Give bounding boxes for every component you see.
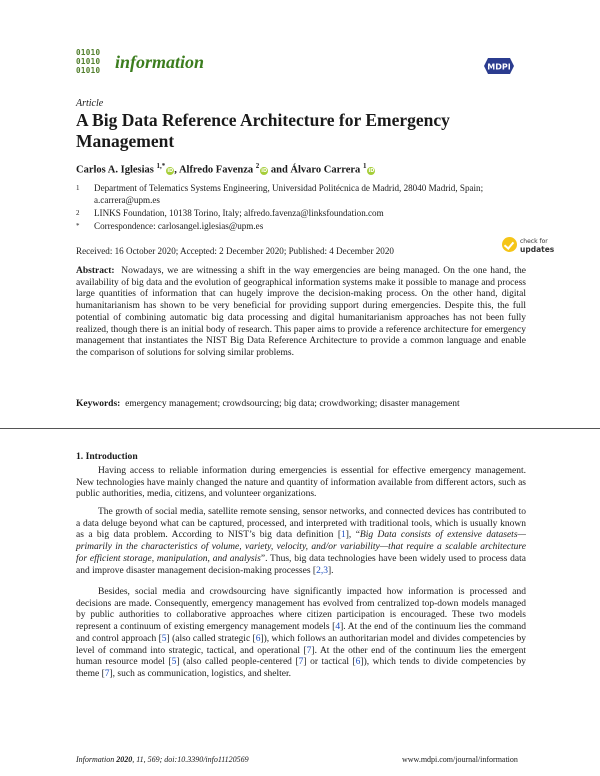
- author-and: and: [270, 164, 288, 176]
- author-list: Carlos A. Iglesias $^{1,*}$iD, Alfredo Favenza $^2$iD and Álvaro Carrera $^1$iD: [76, 162, 375, 176]
- mdpi-logo-text: MDPI: [487, 62, 511, 72]
- author-sup: 1: [362, 162, 367, 170]
- citation-link[interactable]: 4: [335, 622, 341, 633]
- logo-bits-line: 01010: [76, 66, 101, 75]
- text-run: ] or tactical [: [303, 657, 356, 668]
- correspondence: [76, 220, 526, 232]
- text-run: ] (also called people-centered [: [176, 657, 299, 668]
- logo-bits-line: 01010: [76, 48, 101, 57]
- journal-logo-icon: [76, 48, 110, 75]
- text-run: ]. At the other end of the continuum lies the emergent human resource model [: [76, 645, 526, 668]
- text-run: ]), which tends to divide competencies by theme [: [76, 657, 526, 679]
- abstract: [76, 266, 526, 360]
- checkmark-icon: [502, 237, 517, 252]
- footer-journal: Information: [76, 755, 115, 764]
- author-sup: 1,*: [156, 162, 166, 170]
- text-run: ]. At the end of the continuum lies the command and control approach [: [76, 622, 526, 644]
- abstract-text: Nowadays, we are witnessing a shift in the way emergencies are being managed. On the one hand, the availability of big data and the evolution of geographical information systems make it possible to manage and process large quantities of information that can hugely improve the decision-making process. On the other hand, digital humanitarianism has shown to be very beneficial for providing support during emergencies. Despite this, the full potential of combining automatic big data processing and digital humanitarianism approaches has not been fully realized, though there is an initial body of research. This paper aims to provide a reference architecture for emergency management that instantiates the NIST Big Data Reference Architecture to provide a common language and enable the comparison of solutions for solving similar problems.: [76, 266, 526, 358]
- citation-link[interactable]: 6: [255, 633, 261, 644]
- author-name: Álvaro Carrera: [290, 164, 361, 176]
- check-for-label: check for: [520, 238, 548, 245]
- divider: [0, 428, 600, 429]
- text-run: ], “: [345, 530, 360, 541]
- text-run: ”. Thus, big data technologies have been widely used to process data and improve disaster management decision-making processes [: [76, 553, 526, 576]
- paragraph: [76, 587, 526, 681]
- affiliation: [76, 182, 526, 206]
- keywords: [76, 399, 526, 409]
- journal-name: information: [115, 52, 205, 72]
- citation-link[interactable]: 5: [161, 633, 167, 644]
- orcid-icon[interactable]: iD: [368, 167, 375, 174]
- citation-link[interactable]: 7: [306, 645, 312, 656]
- paragraph: Having access to reliable information during emergencies is essential for effective emergency management. New technologies have mainly changed the nature and quantity of information available from different actors, such as public authorities, media, citizens, and volunteer organizations.: [76, 466, 526, 500]
- keywords-text: emergency management; crowdsourcing; big data; crowdworking; disaster management: [125, 399, 460, 409]
- abstract-label: Abstract:: [76, 266, 115, 276]
- affiliation-marker: 1: [76, 184, 80, 192]
- text-run: The growth of social media, satellite remote sensing, sensor networks, and connected devices has contributed to a data deluge beyond what can be captured, processed, and interpreted with traditional tools, which is usually known as a big data problem. According to NIST’s big data definition [: [76, 507, 526, 541]
- citation-link[interactable]: 7: [104, 668, 110, 679]
- author-name: Carlos A. Iglesias: [76, 164, 154, 176]
- affiliation-text: LINKS Foundation, 10138 Torino, Italy; alfredo.favenza@linksfoundation.com: [94, 208, 384, 218]
- footer-url[interactable]: www.mdpi.com/journal/information: [402, 755, 518, 764]
- author-name: Alfredo Favenza: [178, 164, 254, 176]
- text-run: Besides, social media and crowdsourcing have significantly impacted how information is processed and decisions are made. Consequently, emergency management has evolved from centralized top-down models managed by public authorities to collaborative approaches where citizen participation is encouraged. These two models represent a continuum of existing emergency management models [: [76, 587, 526, 633]
- keywords-label: Keywords:: [76, 399, 121, 409]
- citation-link[interactable]: 6: [355, 657, 361, 668]
- paragraph: [76, 507, 526, 577]
- quote-text: Big Data consists of extensive datasets—primarily in the characteristics of volume, variety, velocity, and/or variability—that require a scalable architecture for efficient storage, manipulation, and analysis: [76, 530, 526, 564]
- footer-doi: , 11, 569; doi:10.3390/info11120569: [132, 755, 249, 764]
- footer-year: 2020: [116, 755, 133, 764]
- citation-link[interactable]: 7: [298, 657, 304, 668]
- affiliation-text: Correspondence: carlosangel.iglesias@upm.es: [94, 221, 264, 231]
- section-heading: 1. Introduction: [76, 451, 138, 462]
- check-for-updates-button[interactable]: [502, 235, 555, 265]
- text-run: ] (also called strategic [: [166, 633, 256, 644]
- citation-link[interactable]: 1: [341, 530, 346, 541]
- publication-dates: Received: 16 October 2020; Accepted: 2 December 2020; Published: 4 December 2020: [76, 246, 394, 256]
- mdpi-logo-icon: [482, 56, 516, 76]
- article-type: Article: [76, 98, 104, 109]
- affiliation-text: Department of Telematics Systems Engineering, Universidad Politécnica de Madrid, 28040 Madrid, Spain; a.carrera@upm.es: [94, 183, 484, 206]
- page-title: A Big Data Reference Architecture for Emergency Management: [76, 110, 450, 151]
- text-run: ].: [327, 565, 334, 576]
- affiliation: [76, 207, 526, 219]
- citation-link[interactable]: 5: [171, 657, 177, 668]
- citation-link[interactable]: 2,3: [316, 565, 328, 576]
- affiliation-marker: *: [76, 222, 80, 230]
- text-run: ]), which follows an authoritarian model and divides competencies by level of command into strategic, tactical, and operational [: [76, 633, 526, 656]
- author-sup: 2: [255, 162, 260, 170]
- footer-citation: [76, 755, 249, 764]
- orcid-icon[interactable]: iD: [167, 167, 174, 174]
- orcid-icon[interactable]: iD: [261, 167, 268, 174]
- updates-label: updates: [520, 245, 555, 254]
- text-run: ], such as communication, logistics, and shelter.: [109, 668, 292, 679]
- affiliation-marker: 2: [76, 209, 80, 217]
- logo-bits-line: 01010: [76, 57, 101, 66]
